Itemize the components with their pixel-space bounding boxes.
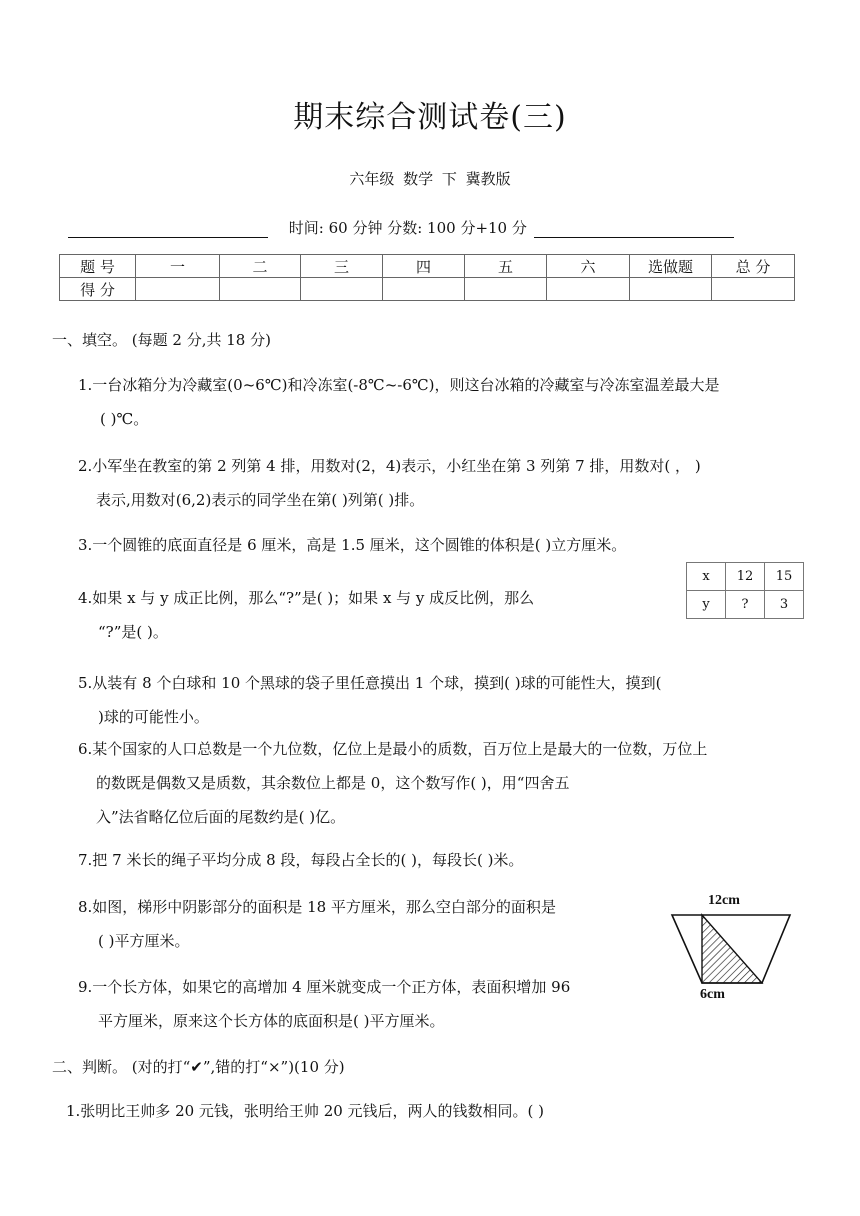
page-title: 期末综合测试卷(三) bbox=[293, 100, 567, 135]
judge-question-1-line: 1.张明比王帅多 20 元钱，张明给王帅 20 元钱后，两人的钱数相同。( ) bbox=[66, 1102, 545, 1120]
question-8-line: 8.如图，梯形中阴影部分的面积是 18 平方厘米，那么空白部分的面积是 bbox=[78, 898, 556, 916]
xy-cell: y bbox=[687, 591, 726, 619]
question-1 bbox=[78, 368, 720, 436]
blank-line-right bbox=[534, 223, 734, 238]
page-subtitle: 六年级 数学 下 冀教版 bbox=[349, 170, 511, 188]
question-7-line: 7.把 7 米长的绳子平均分成 8 段，每段占全长的( )，每段长( )米。 bbox=[78, 851, 524, 869]
score-header-cell: 六 bbox=[547, 255, 630, 278]
xy-cell: 15 bbox=[765, 563, 804, 591]
question-4-line: “?”是( )。 bbox=[98, 623, 168, 641]
trapezoid-diagram bbox=[664, 893, 798, 1005]
trapezoid-top-label: 12cm bbox=[708, 893, 740, 908]
question-1-line: 1.一台冰箱分为冷藏室(0~6℃)和冷冻室(-8℃~-6℃)，则这台冰箱的冷藏室与冷冻室温差最大是 bbox=[78, 376, 720, 394]
question-9-line: 9.一个长方体，如果它的高增加 4 厘米就变成一个正方体，表面积增加 96 bbox=[78, 978, 571, 996]
question-5 bbox=[78, 666, 661, 734]
question-1-line: ( )℃。 bbox=[100, 410, 149, 428]
judge-question-1 bbox=[66, 1094, 544, 1128]
question-2 bbox=[78, 449, 701, 517]
question-2-line: 2.小军坐在教室的第 2 列第 4 排，用数对(2，4)表示，小红坐在第 3 列第 7 排，用数对( ， ) bbox=[78, 457, 701, 475]
question-5-line: )球的可能性小。 bbox=[98, 708, 209, 726]
score-header-cell: 四 bbox=[383, 255, 465, 278]
score-cell[interactable] bbox=[630, 278, 712, 301]
score-header-cell: 五 bbox=[465, 255, 547, 278]
question-6-line: 的数既是偶数又是质数，其余数位上都是 0，这个数写作( )，用“四舍五 bbox=[96, 774, 570, 792]
score-table bbox=[59, 254, 795, 301]
score-table-header-row bbox=[60, 255, 795, 278]
score-cell[interactable] bbox=[712, 278, 795, 301]
question-2-line: 表示,用数对(6,2)表示的同学坐在第( )列第( )排。 bbox=[96, 491, 425, 509]
score-header-cell: 三 bbox=[301, 255, 383, 278]
xy-cell: 3 bbox=[765, 591, 804, 619]
score-header-cell: 题 号 bbox=[60, 255, 136, 278]
xy-table-row bbox=[687, 591, 804, 619]
question-8 bbox=[78, 890, 556, 958]
question-9 bbox=[78, 970, 570, 1038]
score-cell[interactable] bbox=[136, 278, 220, 301]
score-table-score-row bbox=[60, 278, 795, 301]
trapezoid-bottom-label: 6cm bbox=[700, 987, 725, 1002]
score-cell[interactable] bbox=[301, 278, 383, 301]
question-7 bbox=[78, 843, 523, 877]
question-6-line: 入”法省略亿位后面的尾数约是( )亿。 bbox=[96, 808, 346, 826]
score-cell[interactable] bbox=[547, 278, 630, 301]
question-9-line: 平方厘米，原来这个长方体的底面积是( )平方厘米。 bbox=[98, 1012, 445, 1030]
question-4 bbox=[78, 581, 534, 649]
exam-info-line bbox=[68, 217, 734, 238]
question-6 bbox=[78, 732, 707, 834]
score-cell[interactable] bbox=[383, 278, 465, 301]
question-3 bbox=[78, 528, 626, 562]
score-header-cell: 二 bbox=[220, 255, 301, 278]
xy-table bbox=[686, 562, 804, 619]
score-header-cell: 选做题 bbox=[630, 255, 712, 278]
xy-cell: ? bbox=[726, 591, 765, 619]
score-cell[interactable] bbox=[220, 278, 301, 301]
question-8-line: ( )平方厘米。 bbox=[98, 932, 190, 950]
trapezoid-figure bbox=[664, 893, 798, 1005]
score-row-label: 得 分 bbox=[60, 278, 136, 301]
question-6-line: 6.某个国家的人口总数是一个九位数，亿位上是最小的质数，百万位上是最大的一位数，万位上 bbox=[78, 740, 708, 758]
xy-cell: 12 bbox=[726, 563, 765, 591]
score-cell[interactable] bbox=[465, 278, 547, 301]
xy-table-row bbox=[687, 563, 804, 591]
question-4-line: 4.如果 x 与 y 成正比例，那么“?”是( )；如果 x 与 y 成反比例，那么 bbox=[78, 589, 535, 607]
section1-heading: 一、填空。 (每题 2 分,共 18 分) bbox=[52, 331, 271, 349]
question-3-line: 3.一个圆锥的底面直径是 6 厘米，高是 1.5 厘米，这个圆锥的体积是( )立方厘米。 bbox=[78, 536, 627, 554]
score-header-cell: 一 bbox=[136, 255, 220, 278]
exam-info: 时间: 60 分钟 分数: 100 分+10 分 bbox=[288, 219, 527, 237]
section2-heading: 二、判断。 (对的打“✔”,错的打“×”)(10 分) bbox=[52, 1058, 345, 1076]
question-5-line: 5.从装有 8 个白球和 10 个黑球的袋子里任意摸出 1 个球，摸到( )球的可能性大，摸到( bbox=[78, 674, 662, 692]
blank-line-left bbox=[68, 223, 268, 238]
xy-cell: x bbox=[687, 563, 726, 591]
score-header-cell: 总 分 bbox=[712, 255, 795, 278]
